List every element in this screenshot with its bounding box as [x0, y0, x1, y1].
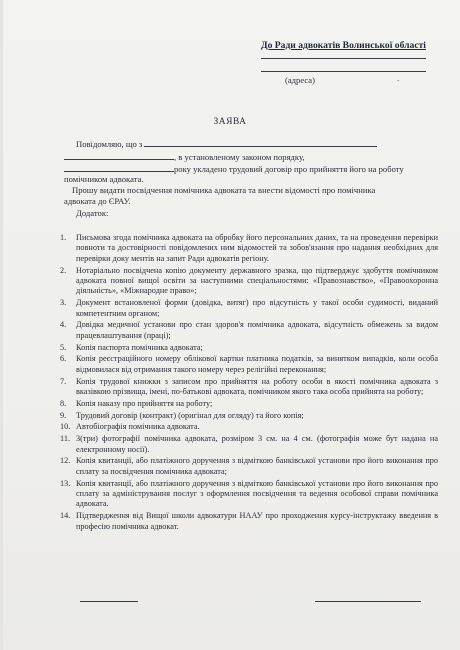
address-line-1: [261, 58, 426, 59]
body-line-6: [64, 196, 130, 207]
addressee: До Ради адвокатів Волинської області: [261, 40, 426, 51]
body-line-2: [64, 151, 305, 163]
body-line-5: [72, 185, 375, 196]
attachment-item: 1. Письмова згода помічника адвоката на обробку його персональних даних, та на проведення перевірки повноти та достовірності повідомлених ним відомостей та зобов'язання про надання необхідних для перевірки доку ментів на запит Ради адвокатів регіону.: [60, 233, 438, 263]
attachment-item: 10. Автобіографія помічника адвоката.: [60, 422, 200, 432]
assistant-name-blank: [64, 151, 174, 160]
attachment-item: 13. Копія квитанції, або платіжного доручення з відміткою банківської установи про його виконання про сплату за адміністрування послуг з оформлення посвідчення та ведення особової справи помічника адвоката.: [60, 478, 438, 509]
scan-edge: [0, 0, 3, 650]
attachment-item: 2. Нотаріально посвідчена копію документу державного зразка, що підтверджує здобуття помічником адвоката повної вищої освіти за наступними спеціальностями: «Правознавство», «Правоохоронна діяльність», «Міжнародне право»;: [60, 265, 438, 296]
date-from-blank: [144, 138, 377, 147]
address-label: (адреса): [285, 75, 315, 85]
date-signature-line: [80, 601, 138, 602]
body-line-4: [64, 174, 143, 185]
attachment-item: 3. Документ встановленої форми (довідка, витяг) про відсутність у такої особи судимості, виданий компетентним органом;: [60, 298, 438, 318]
attachments-list: [60, 233, 438, 533]
attachment-item: 5. Копія паспорта помічника адвоката;: [60, 342, 203, 352]
attachments-label: Додаток:: [76, 208, 109, 218]
applicant-signature-line: [315, 601, 421, 602]
body-text-2: , в установленому законом порядку,: [174, 152, 305, 162]
address-line-2: [261, 71, 426, 72]
pen-mark: ˇ: [397, 79, 400, 87]
attachment-item: 14. Підтвердження від Вищої школи адвокатури НААУ про проходження курсу-інструктажу введення в професію помічника адвокат.: [60, 511, 438, 531]
body-text-5: Прошу видати посвідчення помічника адвоката та внести відомості про помічника: [72, 185, 376, 195]
body-text-1: Повідомляю, що з: [76, 139, 143, 149]
attachment-item: 12. Копія квитанції, або платіжного доручення з відміткою банківської установи про його виконання про сплату за посвідчення помічника адвоката;: [60, 456, 438, 476]
attachment-item: 11. 3(три) фотографії помічника адвоката, розміром 3 см. на 4 см. (фотографія може бут надана на електронному носії).: [60, 434, 438, 454]
attachment-item: 6. Копія реєстраційного номеру облікової картки платника податків, за винятком випадків, коли особа відмовилася від отримання такого номеру через релігійні переконання;: [60, 354, 438, 374]
attachment-item: 9. Трудовий договір (контракт) (оригінал для огляду) та його копія;: [60, 410, 304, 420]
attachment-item: 7. Копія трудової книжки з записом про прийняття на роботу особи в якості помічника адвоката з вказівкою прізвища, імені, по-батькові адвоката, помічником якого така особа прийнята на роботу;: [60, 376, 438, 397]
contract-date-blank: [64, 163, 174, 172]
body-line-1: [76, 138, 377, 150]
body-text-3: року укладено трудовий договір про прийняття його на роботу: [174, 164, 404, 174]
attachment-item: 4. Довідка медичної установи про стан здоров'я помічника адвоката, відсутність обмежень за видом працевлаштування (праці);: [60, 320, 438, 340]
body-text-6: адвоката до ЄРАУ.: [64, 196, 131, 206]
document-title: ЗАЯВА: [213, 117, 247, 127]
attachment-item: 8. Копія наказу про прийняття на роботу;: [60, 398, 213, 408]
body-text-4: помічником адвоката.: [64, 174, 144, 184]
